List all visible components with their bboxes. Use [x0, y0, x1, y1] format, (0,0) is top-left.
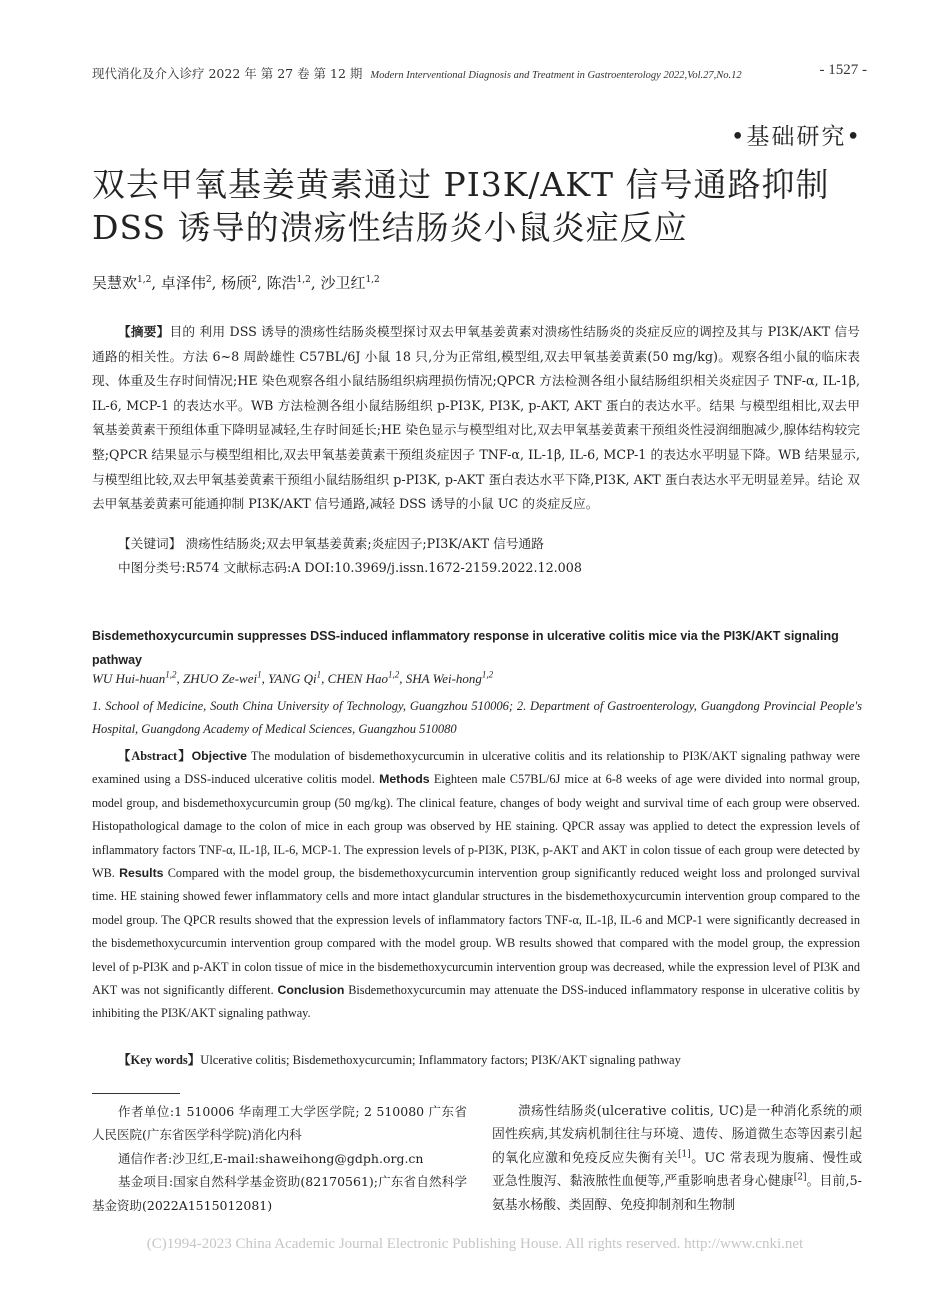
results-label: Results — [119, 866, 164, 881]
conclusion-text: Bisdemethoxycurcumin may attenuate the DSS-induced inflammatory response in ulcerative colitis by inhibiting the PI3K/AKT signaling pathway. — [92, 983, 860, 1021]
author: YANG Qi$^1$, — [268, 669, 325, 686]
author: 卓泽伟$^2$, — [160, 274, 217, 292]
journal-cn: 现代消化及介入诊疗 2022 年 第 27 卷 第 12 期 — [92, 66, 363, 81]
authors-cn — [92, 272, 380, 293]
keywords-en-text: Ulcerative colitis; Bisdemethoxycurcumin; Inflammatory factors; PI3K/AKT signaling pathway — [200, 1053, 681, 1067]
funding: 基金项目:国家自然科学基金资助(82170561);广东省自然科学基金资助(2022A1515012081) — [92, 1174, 467, 1213]
copyright-footer: (C)1994-2023 China Academic Journal Electronic Publishing House. All rights reserved. http://www.cnki.net — [146, 1236, 804, 1252]
author: 杨颀$^2$, — [221, 274, 262, 292]
article-title — [92, 163, 872, 249]
title-line-2: DSS 诱导的溃疡性结肠炎小鼠炎症反应 — [92, 208, 688, 247]
objective-label: Objective — [191, 749, 247, 763]
keywords-cn: 【关键词】 溃疡性结肠炎;双去甲氧基姜黄素;炎症因子;PI3K/AKT 信号通路 — [118, 536, 544, 551]
author: 沙卫红$^{1,2}$ — [320, 274, 380, 292]
conclusion-label: Conclusion — [277, 983, 345, 998]
objective-text: The modulation of bisdemethoxycurcumin in ulcerative colitis and its relationship to PI3K/AKT signaling pathway were examined using a DSS-induced ulcerative colitis model. — [92, 749, 860, 787]
journal-en: Modern Interventional Diagnosis and Treatment in Gastroenterology 2022,Vol.27,No.12 — [370, 70, 742, 81]
abstract-cn-label: 【摘要】 — [118, 324, 170, 339]
footnotes — [92, 1100, 467, 1217]
english-title: Bisdemethoxycurcumin suppresses DSS-induced inflammatory response in ulcerative colitis mice via the PI3K/AKT signaling pathway — [92, 629, 839, 667]
citation[interactable]: [2] — [793, 1172, 807, 1183]
author: SHA Wei-hong$^{1,2}$ — [405, 669, 494, 686]
results-text: Compared with the model group, the bisdemethoxycurcumin intervention group significantly reduced weight loss and prolonged survival time. HE staining showed fewer inflammatory cells and more intact glandular structures in the bisdemethoxycurcumin intervention group compared to the model group. The QPCR results showed that the expression levels of inflammatory factors TNF-α, IL-1β, IL-6 and MCP-1 were significantly decreased in the bisdemethoxycurcumin intervention group compared with the model group. WB results showed that compared with the model group, the expression level of p-PI3K and p-AKT in colon tissue of mice in the bisdemethoxycurcumin intervention group was decreased, while the expression level of PI3K and AKT was not significantly different. — [92, 866, 861, 998]
journal-info — [92, 64, 742, 82]
column-tag: •基础研究• — [730, 124, 862, 150]
citation[interactable]: [1] — [677, 1149, 691, 1160]
methods-text: Eighteen male C57BL/6J mice at 6-8 weeks of age were divided into normal group, model group, and bisdemethoxycurcumin group (50 mg/kg). The clinical feature, changes of body weight and survival time of each group were observed. Histopathological damage to the colon of mice in each group was observed by HE staining. QPCR assay was applied to detect the expression levels of inflammatory factors TNF-α, IL-1β, IL-6, MCP-1. The expression levels of p-PI3K, PI3K, p-AKT and AKT in colon tissue of each group were detected by WB. — [92, 772, 860, 881]
author: ZHUO Ze-wei$^1$, — [183, 669, 265, 686]
page-number: - 1527 - — [819, 62, 867, 78]
keywords-en-label: 【Key words】 — [118, 1053, 201, 1067]
author: 陈浩$^{1,2}$, — [266, 274, 316, 292]
author: WU Hui-huan$^{1,2}$, — [92, 669, 180, 686]
abstract-en — [92, 745, 860, 1026]
running-header — [92, 64, 867, 82]
methods-label: Methods — [379, 772, 430, 787]
title-line-1: 双去甲氧基姜黄素通过 PI3K/AKT 信号通路抑制 — [92, 165, 830, 204]
footnote-rule — [92, 1093, 180, 1094]
abstract-cn — [92, 320, 860, 517]
corresponding-author: 通信作者:沙卫红,E-mail:shaweihong@gdph.org.cn — [118, 1150, 424, 1166]
abstract-en-label: 【Abstract】 — [118, 749, 192, 763]
author: 吴慧欢$^{1,2}$, — [92, 274, 157, 292]
body-introduction: 溃疡性结肠炎(ulcerative colitis, UC)是一种消化系统的顽固性疾病,其发病机制往往与环境、遗传、肠道微生态等因素引起的氧化应激和免疫反应失衡有关[1]。UC 常表现为腹痛、慢性或亚急性腹泻、黏液脓性血便等,严重影响患者身心健康[2]。目前,5-氨基水杨酸、类固醇、免疫抑制剂和生物制 — [492, 1104, 862, 1213]
affiliations-en: 1. School of Medicine, South China University of Technology, Guangzhou 510006; 2. Department of Gastroenterology, Guangdong Provincial People's Hospital, Guangdong Academy of Medical Sciences, Guangzhou 510080 — [92, 699, 862, 736]
abstract-cn-text: 目的 利用 DSS 诱导的溃疡性结肠炎模型探讨双去甲氧基姜黄素对溃疡性结肠炎的炎症反应的调控及其与 PI3K/AKT 信号通路的相关性。方法 6~8 周龄雄性 C57BL/6J 小鼠 18 只,分为正常组,模型组,双去甲氧基姜黄素(50 mg/kg)。观察各组小鼠的临床表现、体重及生存时间情况;HE 染色观察各组小鼠结肠组织病理损伤情况;QPCR 方法检测各组小鼠结肠组织相关炎症因子 TNF-α, IL-1β, IL-6, MCP-1 的表达水平。WB 方法检测各组小鼠结肠组织 p-PI3K, PI3K, p-AKT, AKT 蛋白的表达水平。结果 与模型组相比,双去甲氧基姜黄素干预组体重下降明显减轻,生存时间延长;HE 染色显示与模型组对比,双去甲氧基姜黄素干预组炎性浸润细胞减少,腺体结构较完整;QPCR 结果显示与模型组相比,双去甲氧基姜黄素干预组炎症因子 TNF-α, IL-1β, IL-6, MCP-1 的表达水平明显下降。WB 结果显示,与模型组比较,双去甲氧基姜黄素干预组小鼠结肠组织 p-PI3K, p-AKT 蛋白表达水平下降,PI3K, AKT 蛋白表达水平无明显差异。结论 双去甲氧基姜黄素可能通抑制 PI3K/AKT 信号通路,减轻 DSS 诱导的小鼠 UC 的炎症反应。 — [92, 324, 860, 512]
authors-en — [92, 671, 493, 687]
classification-doi: 中图分类号:R574 文献标志码:A DOI:10.3969/j.issn.1672-2159.2022.12.008 — [118, 560, 582, 575]
keywords-en — [118, 1050, 681, 1068]
author: CHEN Hao$^{1,2}$, — [327, 669, 403, 686]
author-unit: 作者单位:1 510006 华南理工大学医学院; 2 510080 广东省人民医院(广东省医学科学院)消化内科 — [92, 1104, 467, 1143]
